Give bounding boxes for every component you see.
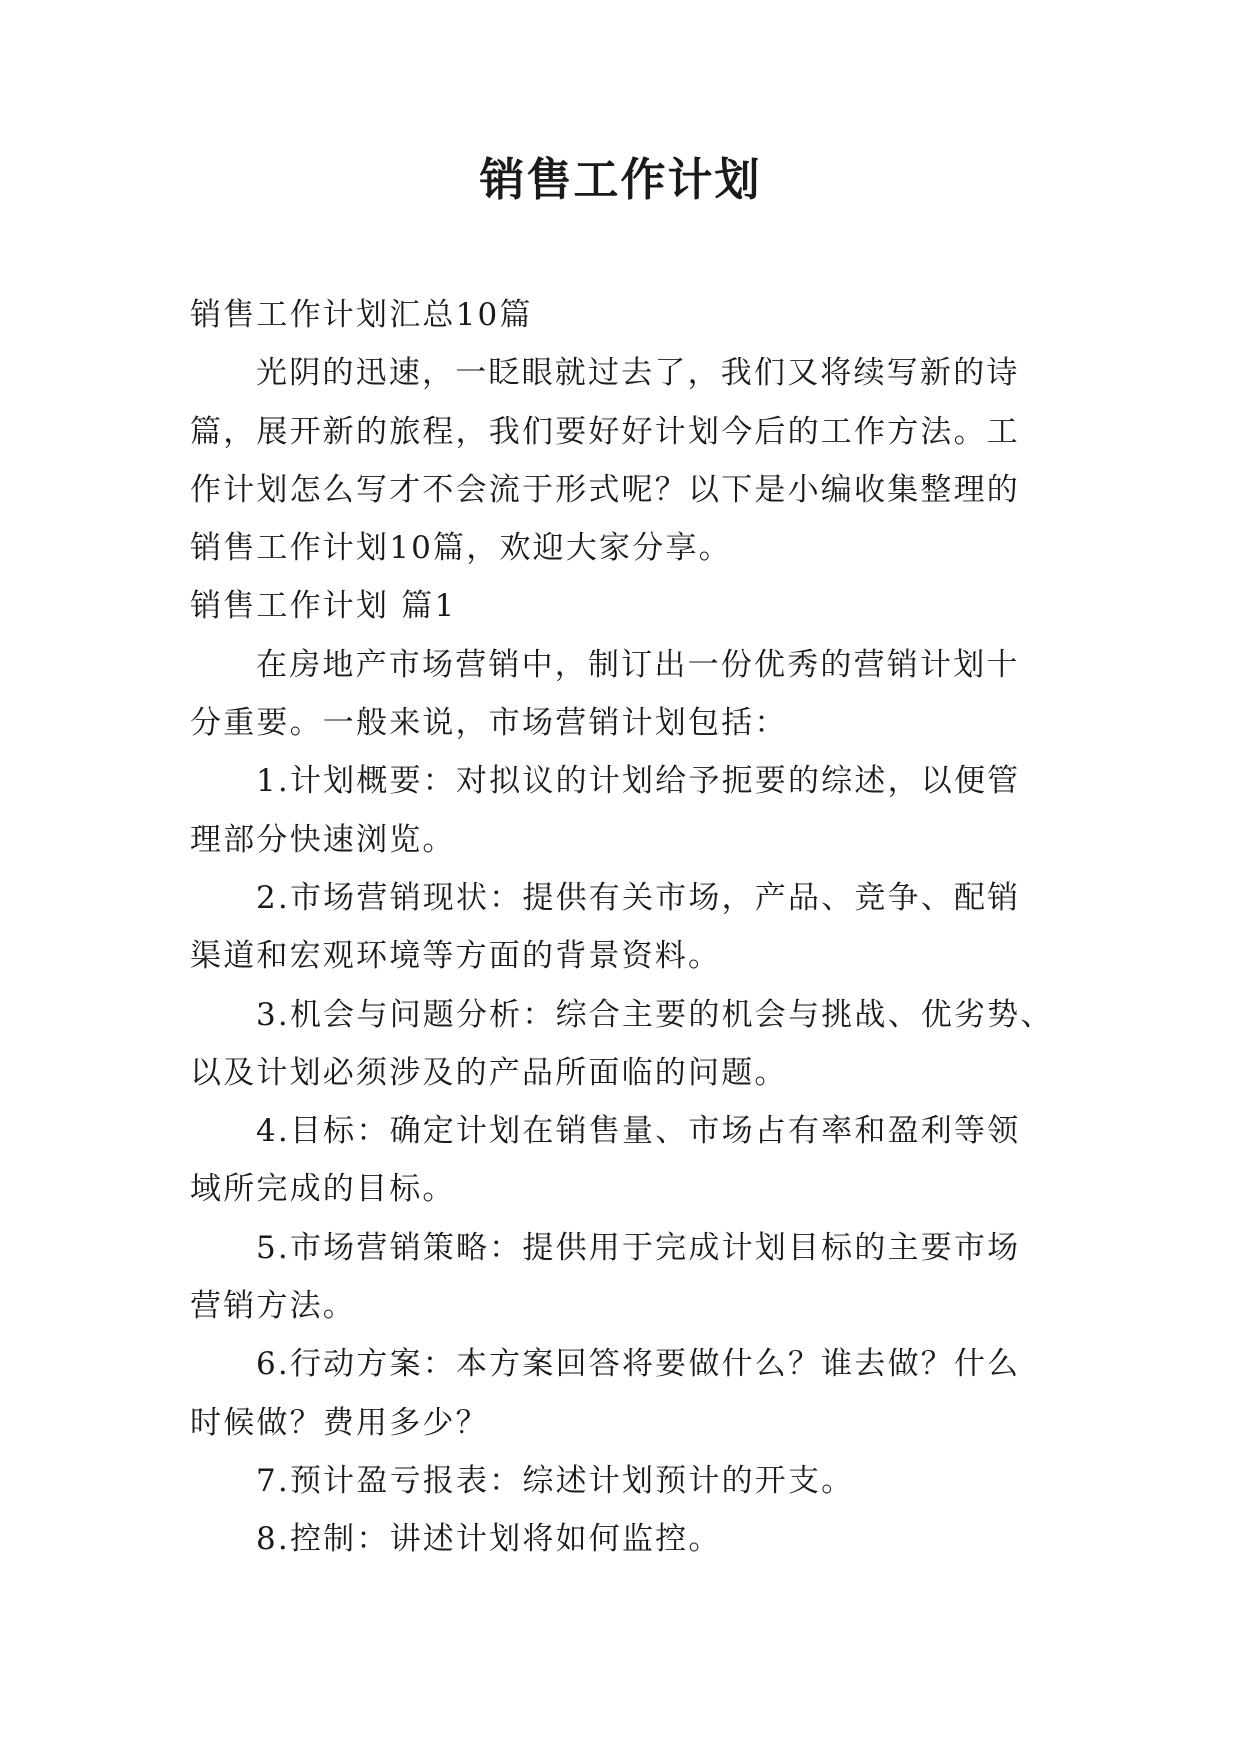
section-intro-paragraph: 在房地产市场营销中，制订出一份优秀的营销计划十分重要。一般来说，市场营销计划包括： [190,646,1020,742]
document-title: 销售工作计划 [479,153,762,206]
document-body [190,286,1054,1569]
collection-subtitle: 销售工作计划汇总10篇 [190,297,533,333]
list-item: 5.市场营销策略：提供用于完成计划目标的主要市场营销方法。 [190,1229,1021,1325]
list-item: 2.市场营销现状：提供有关市场，产品、竞争、配销渠道和宏观环境等方面的背景资料。 [190,879,1021,975]
intro-paragraph: 光阴的迅速，一眨眼就过去了，我们又将续写新的诗篇，展开新的旅程，我们要好好计划今后的工作方法。工作计划怎么写才不会流于形式呢？以下是小编收集整理的销售工作计划10篇，欢迎大家分享。 [190,355,1020,567]
list-item: 6.行动方案：本方案回答将要做什么？谁去做？什么时候做？费用多少？ [190,1346,1021,1441]
list-item: 4.目标：确定计划在销售量、市场占有率和盈利等领域所完成的目标。 [190,1113,1021,1208]
list-item: 3.机会与问题分析：综合主要的机会与挑战、优劣势、以及计划必须涉及的产品所面临的问题。 [190,996,1054,1091]
list-item: 8.控制：讲述计划将如何监控。 [256,1521,722,1558]
section-heading: 销售工作计划 篇1 [190,588,457,625]
list-item: 1.计划概要：对拟议的计划给予扼要的综述，以便管理部分快速浏览。 [190,763,1021,858]
list-item: 7.预计盈亏报表：综述计划预计的开支。 [256,1462,855,1499]
